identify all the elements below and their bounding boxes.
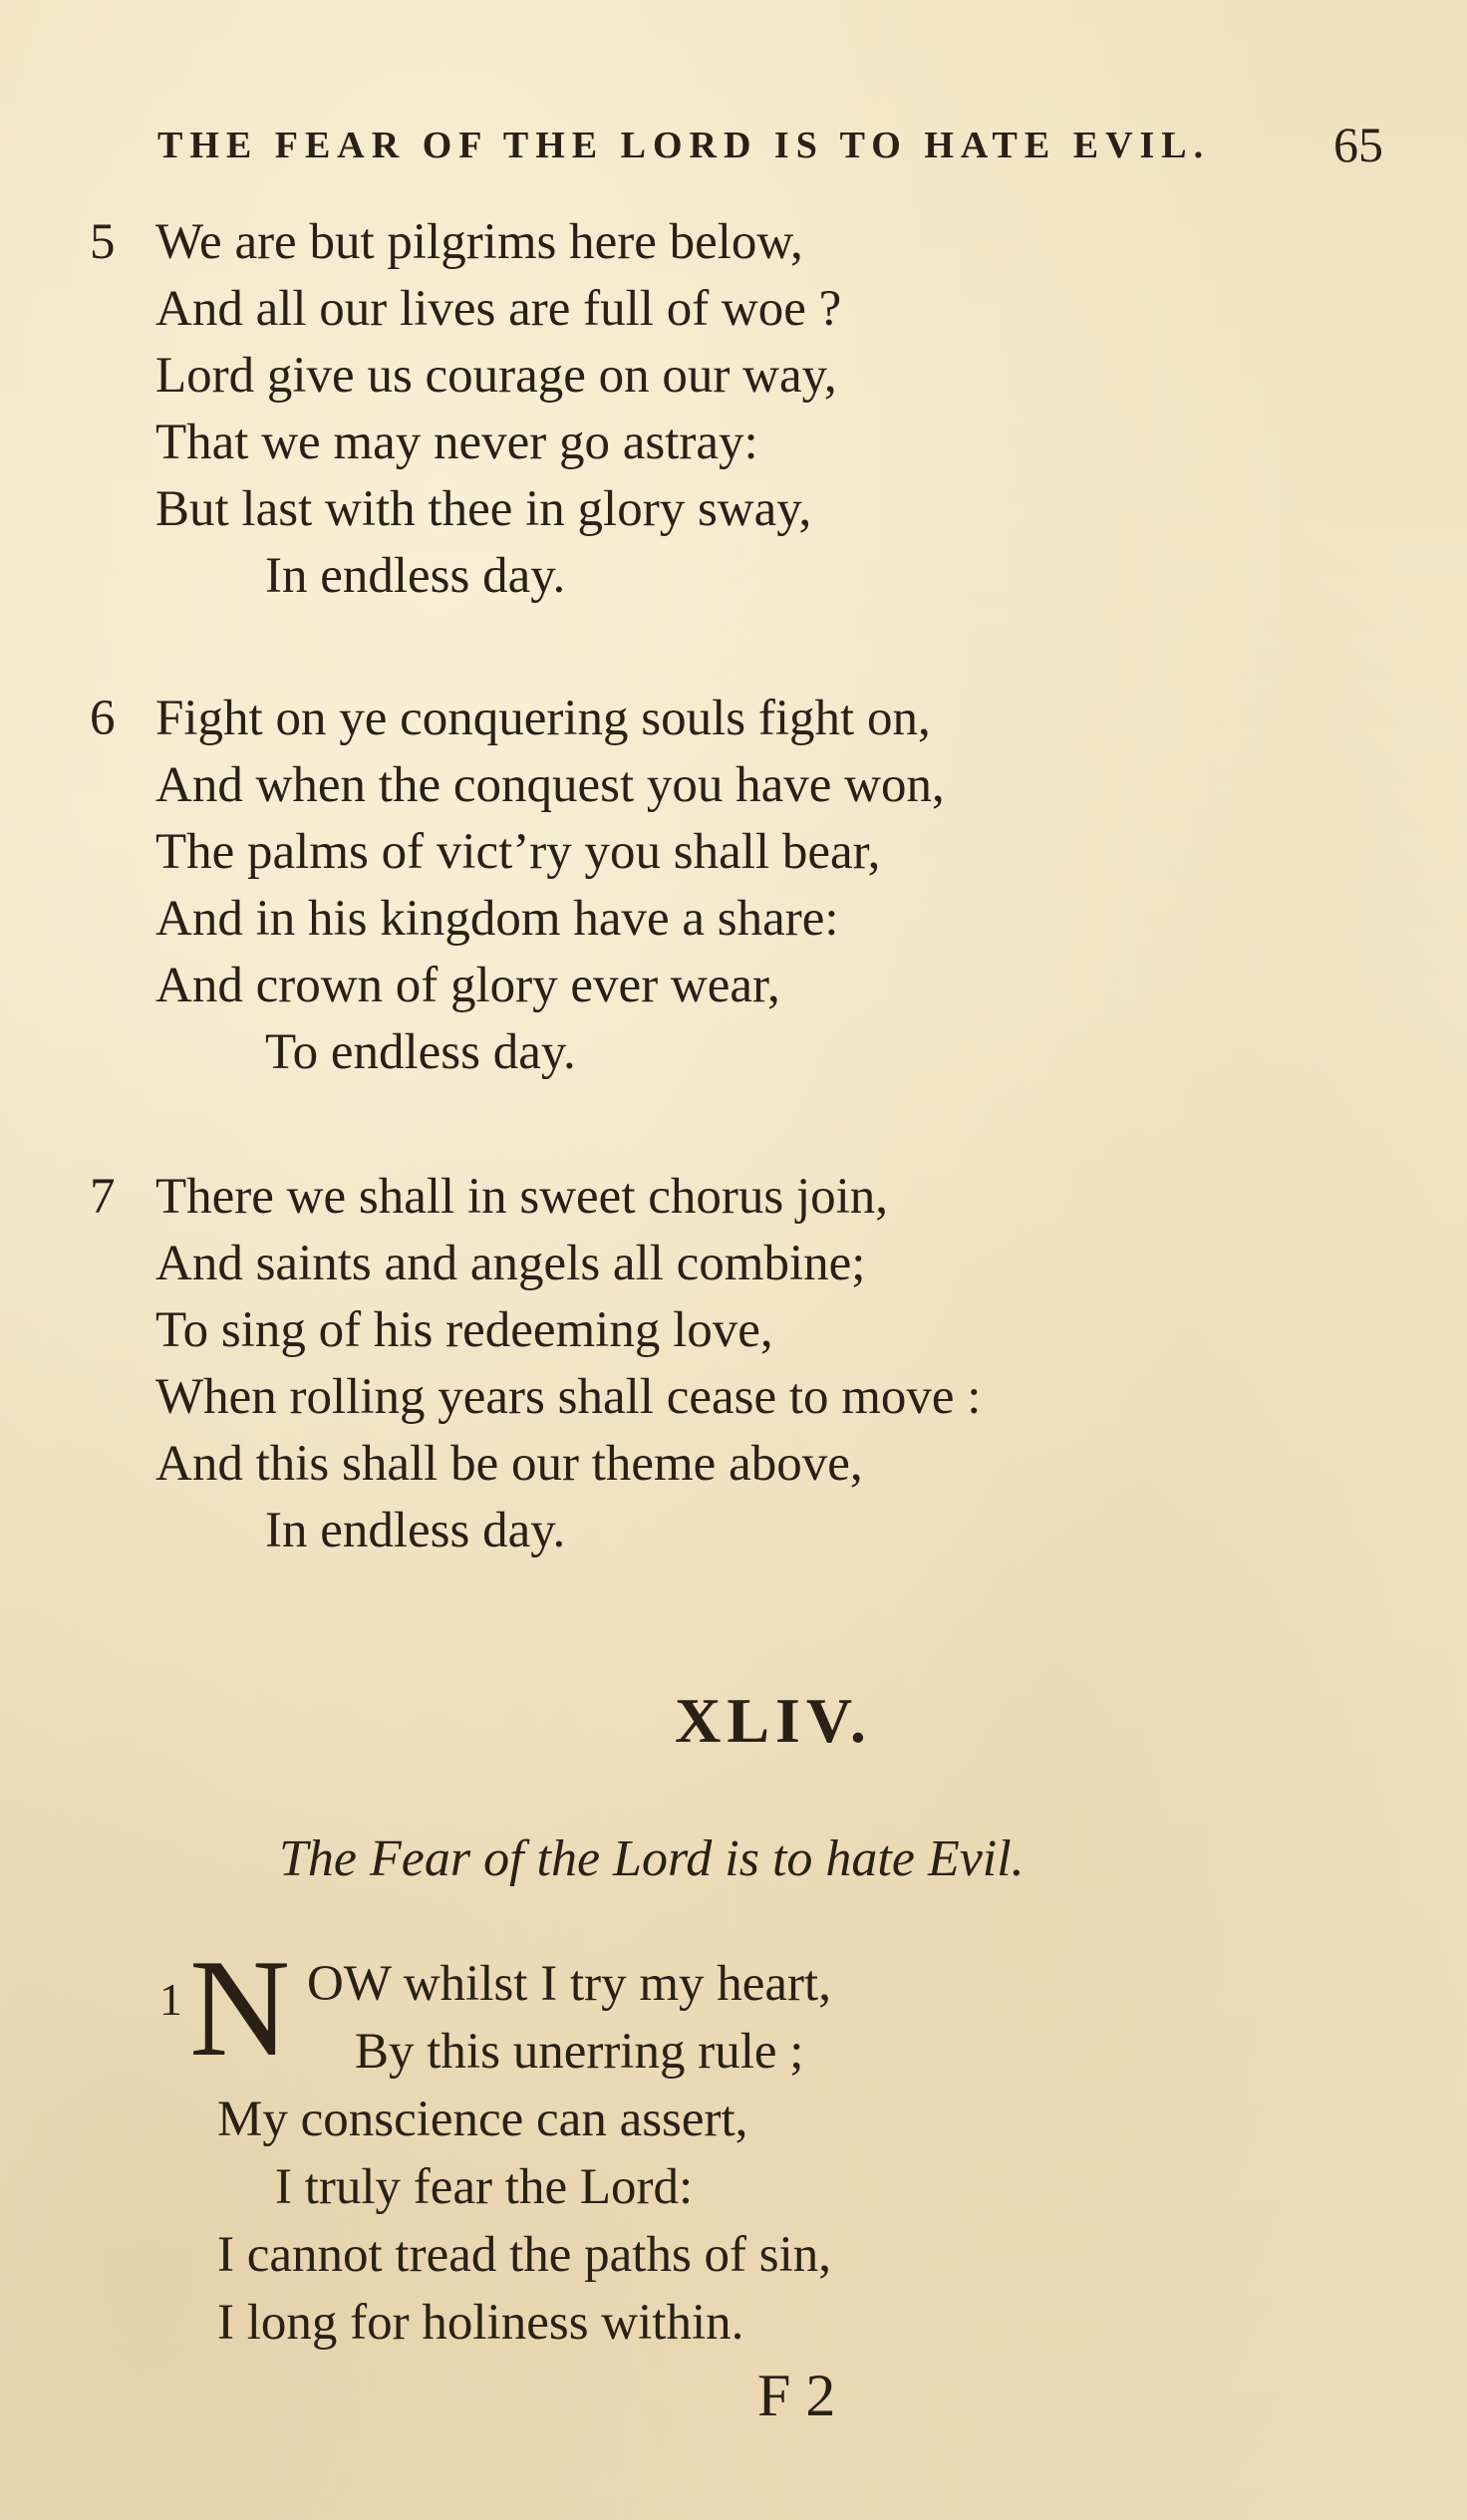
stanza-line bbox=[90, 1231, 1286, 1297]
refrain-line: In endless day. bbox=[265, 1503, 566, 1558]
stanza-line bbox=[90, 752, 1286, 819]
running-title: THE FEAR OF THE LORD IS TO HATE EVIL. bbox=[157, 125, 1211, 166]
verse-line: But last with thee in glory sway, bbox=[155, 481, 812, 537]
verse-line: The palms of vict’ry you shall bear, bbox=[155, 824, 881, 880]
verse-line: Lord give us courage on our way, bbox=[155, 348, 837, 404]
verse-line: That we may never go astray: bbox=[155, 415, 758, 470]
stanza-number: 7 bbox=[90, 1169, 116, 1225]
verse-line: And in his kingdom have a share: bbox=[155, 891, 839, 947]
signature-mark: F 2 bbox=[757, 2363, 836, 2428]
stanza-number: 6 bbox=[90, 691, 116, 746]
stanza-line bbox=[90, 886, 1286, 953]
stanza-line bbox=[90, 953, 1286, 1019]
verse-line: I long for holiness within. bbox=[217, 2295, 744, 2351]
stanza-line bbox=[90, 1498, 1286, 1564]
verse-line: And this shall be our theme above, bbox=[155, 1436, 863, 1492]
verse-line: And all our lives are full of woe ? bbox=[155, 281, 842, 337]
stanza-line bbox=[90, 543, 1286, 610]
verse-line: My conscience can assert, bbox=[217, 2092, 748, 2147]
verse-line: By this unerring rule ; bbox=[355, 2024, 804, 2080]
verse-line: Fight on ye conquering souls fight on, bbox=[155, 691, 931, 746]
drop-cap: N bbox=[189, 1931, 291, 2086]
stanza-line bbox=[90, 476, 1286, 543]
stanza-line bbox=[90, 1364, 1286, 1431]
verse-line: And saints and angels all combine; bbox=[155, 1236, 866, 1291]
hymn-title: The Fear of the Lord is to hate Evil. bbox=[279, 1830, 1025, 1887]
verse-line: There we shall in sweet chorus join, bbox=[155, 1169, 889, 1225]
stanza-line bbox=[90, 686, 1286, 752]
stanza-number: 1 bbox=[159, 1974, 182, 2025]
stanza-line bbox=[90, 276, 1286, 343]
stanza-number: 5 bbox=[90, 214, 116, 270]
verse-line: We are but pilgrims here below, bbox=[155, 214, 803, 270]
hymn-number: XLIV. bbox=[675, 1685, 872, 1756]
verse-line: To sing of his redeeming love, bbox=[155, 1302, 773, 1358]
stanza-line bbox=[90, 1297, 1286, 1364]
stanza-7 bbox=[90, 1164, 1286, 1564]
verse-line: And when the conquest you have won, bbox=[155, 757, 945, 813]
stanza-line bbox=[90, 1431, 1286, 1498]
stanza-line bbox=[90, 410, 1286, 476]
verse-line: When rolling years shall cease to move : bbox=[155, 1369, 982, 1425]
stanza-line bbox=[90, 819, 1286, 886]
stanza-line bbox=[90, 209, 1286, 276]
stanza-line bbox=[90, 1164, 1286, 1231]
stanza-line bbox=[90, 1019, 1286, 1086]
verse-line: I cannot tread the paths of sin, bbox=[217, 2227, 832, 2283]
running-head bbox=[157, 117, 1383, 183]
refrain-line: To endless day. bbox=[265, 1024, 576, 1080]
refrain-line: In endless day. bbox=[265, 548, 566, 604]
stanza-line bbox=[90, 343, 1286, 410]
page-number: 65 bbox=[1333, 117, 1383, 172]
verse-line: I truly fear the Lord: bbox=[275, 2159, 694, 2215]
verse-line: And crown of glory ever wear, bbox=[155, 958, 780, 1013]
stanza-5 bbox=[90, 209, 1286, 610]
verse-line: OW whilst I try my heart, bbox=[307, 1956, 831, 2012]
stanza-6 bbox=[90, 686, 1286, 1086]
